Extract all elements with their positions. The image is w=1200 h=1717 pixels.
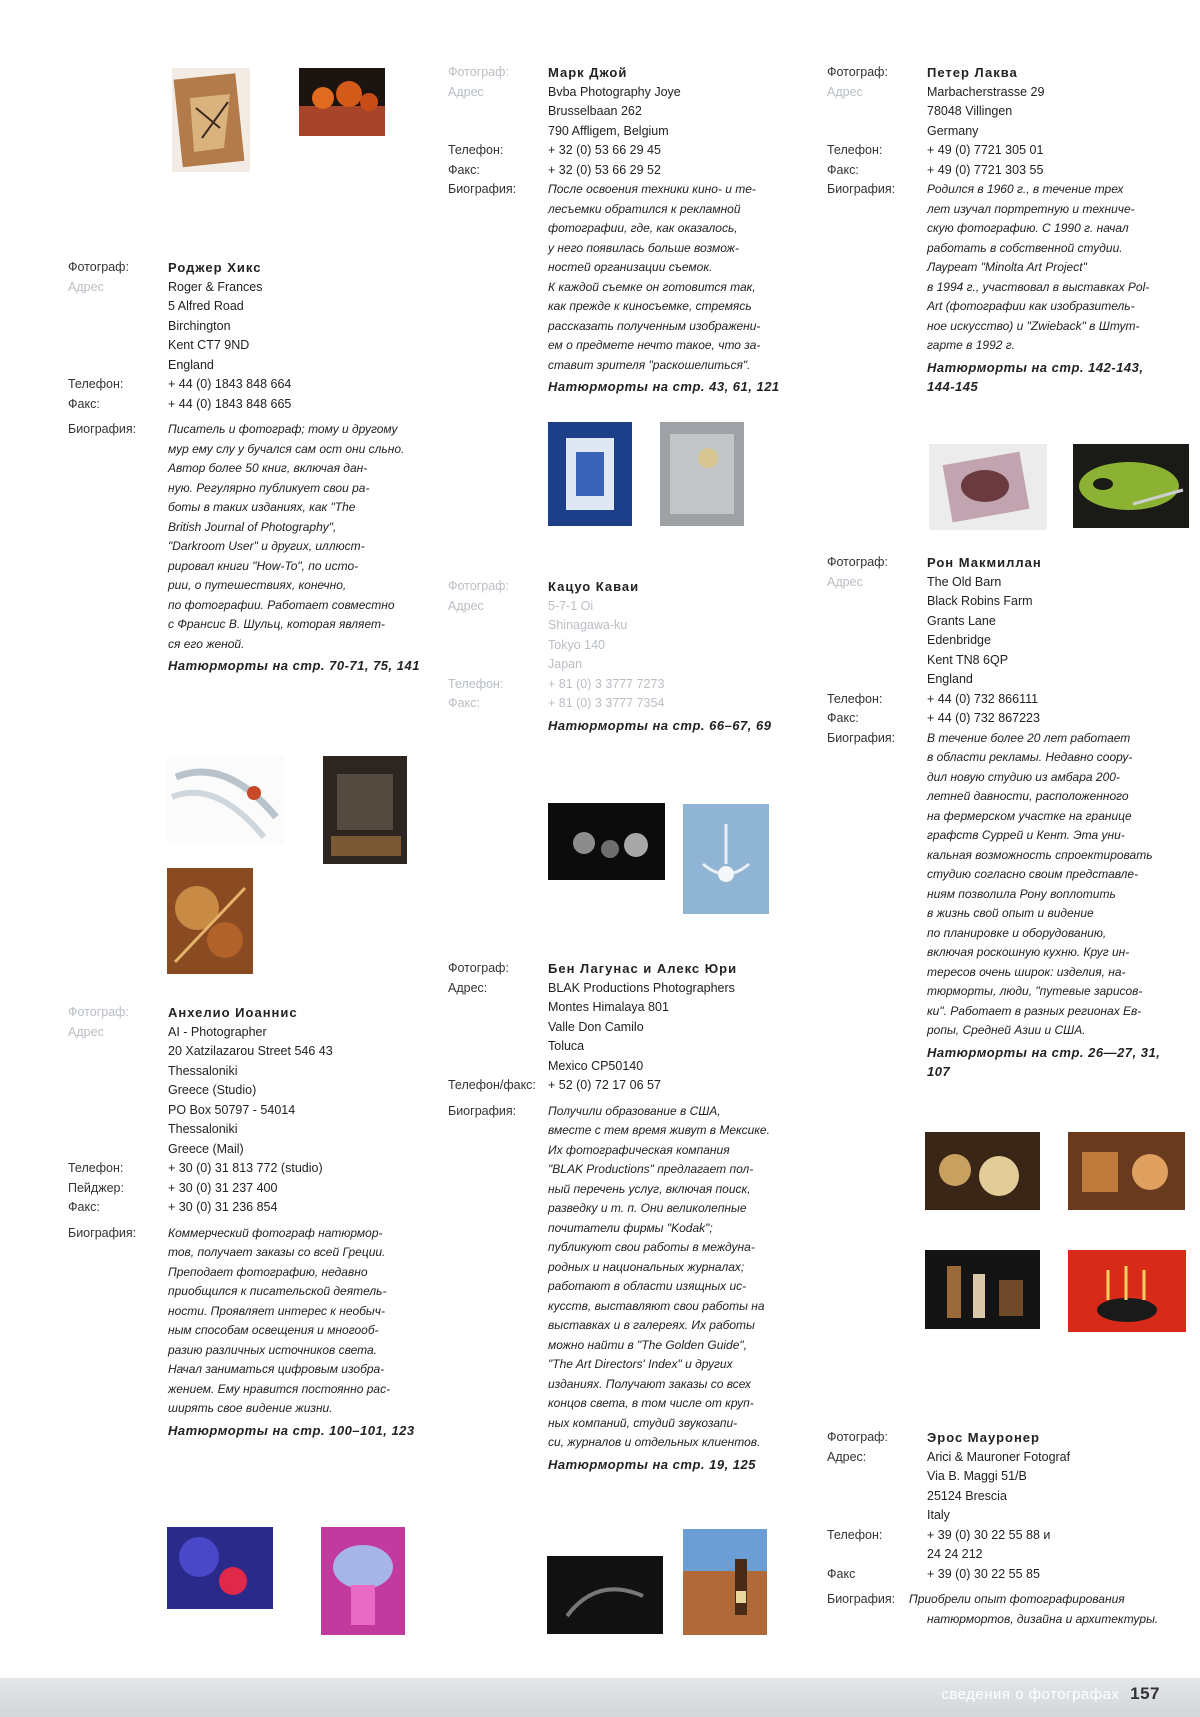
bio-line: фотографии, где, как оказалось, [548, 221, 738, 235]
address-line: Italy [927, 1508, 950, 1522]
bio-line: тюрморты, люди, "путевые зарисов- [927, 984, 1143, 998]
address-line: Black Robins Farm [927, 594, 1033, 608]
phone-fax-value: + 52 (0) 72 17 06 57 [548, 1078, 661, 1092]
bio-line: си, журналов и отдельных клиентов. [548, 1435, 761, 1449]
bio-line: рассказать полученным изображени- [548, 318, 761, 333]
bio-line: ным способам освещения и многооб- [168, 1323, 379, 1337]
phone-value: + 30 (0) 31 813 772 (studio) [168, 1161, 323, 1175]
photographer-label: Фотограф: [68, 1005, 129, 1019]
photographer-label: Фотограф: [827, 555, 888, 569]
address-line: England [168, 357, 214, 372]
entry-peter-lackva [827, 63, 1187, 397]
bio-line: ки". Работает в разных регионах Ев- [927, 1003, 1142, 1018]
address-line: 5-7-1 Oi [548, 598, 594, 613]
address-line: Kent CT7 9ND [168, 338, 250, 352]
address-line: Bvba Photography Joye [548, 84, 681, 99]
bio-line: рировал книги "How-To", по исто- [168, 558, 359, 573]
photographer-label: Фотограф: [448, 961, 509, 975]
bio-line: ставит зрителя "раскошелиться". [548, 357, 751, 372]
phone-value: + 44 (0) 732 866111 [927, 691, 1039, 706]
phone-label: Телефон: [448, 676, 504, 691]
bio-label: Биография: [827, 730, 896, 745]
bio-line: вместе с тем время живут в Мексике. [548, 1123, 770, 1137]
bio-label: Биография: [68, 422, 137, 436]
photographer-label: Фотограф: [827, 65, 888, 79]
bio-line: студию согласно своим представле- [927, 867, 1139, 881]
fax-label: Факс: [448, 696, 480, 710]
bio-line: с Франсис В. Шульц, которая являет- [168, 617, 385, 631]
bio-line: дил новую студию из амбара 200- [927, 769, 1120, 784]
address-line: PO Box 50797 - 54014 [168, 1102, 296, 1117]
page-references: Натюрморты на стр. 43, 61, 121 [548, 379, 780, 394]
bio-line: Коммерческий фотограф натюрмор- [168, 1225, 383, 1240]
address-line: Via B. Maggi 51/B [927, 1469, 1027, 1483]
phone-fax-label: Телефон/факс: [448, 1078, 536, 1092]
phone-value: + 32 (0) 53 66 29 45 [548, 143, 661, 157]
bio-line: ных компаний, студий звукозапи- [548, 1415, 738, 1430]
address-line: The Old Barn [927, 574, 1002, 589]
bio-line: боты в таких изданиях, как "The [168, 500, 356, 514]
bio-line: родных и национальных журналах; [548, 1259, 745, 1274]
photographer-label: Фотограф: [68, 260, 129, 274]
bio-line: Art (фотографии как изобразитель- [927, 299, 1135, 313]
address-line: Tokyo 140 [548, 637, 605, 652]
bio-line: ропы, Средней Азии и США. [927, 1023, 1086, 1037]
address-line: Edenbridge [927, 633, 991, 647]
fax-label: Факс: [68, 396, 100, 411]
address-label: Адрес: [827, 1449, 867, 1464]
fax-value: + 32 (0) 53 66 29 52 [548, 162, 661, 177]
bio-line: жением. Ему нравится постоянно рас- [168, 1381, 391, 1396]
bio-line: Родился в 1960 г., в течение трех [927, 182, 1124, 196]
bio-line: рии, о путешествиях, конечно, [168, 578, 347, 592]
photographer-label: Фотограф: [827, 1430, 888, 1444]
address-line: Greece (Mail) [168, 1141, 244, 1156]
bio-line: ся его женой. [168, 636, 245, 651]
address-line: Valle Don Camilo [548, 1019, 644, 1034]
photographer-label: Фотограф: [448, 579, 509, 593]
bio-line: В течение более 20 лет работает [927, 730, 1131, 745]
address-line: BLAK Productions Photographers [548, 980, 735, 995]
address-label: Адрес [827, 574, 863, 589]
address-label: Адрес [448, 598, 484, 613]
entry-katsuo-kawai [448, 577, 808, 735]
bio-line: у него появилась больше возмож- [548, 240, 739, 255]
address-line: Grants Lane [927, 613, 996, 628]
phone-label: Телефон: [68, 377, 124, 391]
address-line: Mexico CP50140 [548, 1058, 644, 1073]
address-line: Thessaloniki [168, 1063, 238, 1078]
fax-value: + 44 (0) 732 867223 [927, 711, 1040, 725]
bio-line: ности. Проявляет интерес к необыч- [168, 1303, 385, 1318]
photographer-name: Петер Лаква [927, 65, 1018, 80]
bio-line: можно найти в "The Golden Guide", [548, 1337, 747, 1352]
phone-value: + 49 (0) 7721 305 01 [927, 143, 1044, 157]
bio-label: Биография: [448, 1103, 517, 1118]
photo-feast-thumbnail [925, 1132, 1040, 1210]
fax-label: Факс: [827, 162, 859, 177]
photo-spices-thumbnail [167, 868, 253, 974]
address-line: 25124 Brescia [927, 1488, 1007, 1503]
fax-value: + 81 (0) 3 3777 7354 [548, 696, 665, 710]
photo-violet-vase-thumbnail [321, 1527, 405, 1635]
bio-line: как прежде к киносъемке, стремясь [548, 299, 752, 313]
bio-line: лет изучал портретную и техниче- [927, 201, 1135, 216]
address-line: 5 Alfred Road [168, 299, 244, 313]
bio-line: публикуют свои работы в междуна- [548, 1240, 755, 1254]
bio-line: мур ему слу у бучался сам ост они сльно. [168, 441, 405, 456]
bio-label: Биография: [827, 182, 896, 196]
page-references: Натюрморты на стр. 26—27, 31, 107 [927, 1044, 1161, 1079]
bio-line: ную. Регулярно публикует свои ра- [168, 480, 370, 495]
page-references: Натюрморты на стр. 70-71, 75, 141 [168, 658, 420, 673]
address-line: Marbacherstrasse 29 [927, 84, 1045, 99]
photographer-name: Бен Лагунас и Алекс Юри [548, 961, 738, 976]
photographer-name: Анхелио Иоаннис [168, 1005, 298, 1020]
photo-kitchen-thumbnail [1068, 1132, 1185, 1210]
bio-line: в 1994 г., участвовал в выставках Pol- [927, 279, 1150, 294]
bio-line: гарте в 1992 г. [927, 338, 1016, 352]
bio-line: После освоения техники кино- и те- [548, 182, 756, 196]
phone-value: + 39 (0) 30 22 55 88 и [927, 1527, 1051, 1542]
bio-label: Биография: [448, 182, 517, 196]
address-line: 20 Xatzilazarou Street 546 43 [168, 1044, 333, 1058]
entry-mark-joye [448, 63, 808, 397]
photographer-name: Марк Джой [548, 65, 628, 80]
address-line: Japan [548, 657, 583, 671]
address-line: AI - Photographer [168, 1024, 267, 1039]
bio-line: Лауреат "Minolta Art Project" [927, 260, 1087, 274]
bio-line: кусств, выставляют свои работы на [548, 1298, 765, 1313]
bio-line: работать в собственной студии. [927, 240, 1123, 255]
pager-label: Пейджер: [68, 1180, 124, 1195]
photographer-name: Роджер Хикс [168, 260, 262, 275]
address-line: Kent TN8 6QP [927, 652, 1009, 667]
bio-label: Биография: [68, 1225, 137, 1240]
bio-line: в жизнь свой опыт и видение [927, 906, 1094, 920]
bio-line: Преподает фотографию, недавно [168, 1264, 368, 1279]
bio-line: Приобрели опыт фотографирования [909, 1592, 1125, 1606]
address-line: Brusselbaan 262 [548, 104, 642, 118]
bio-line: разведку и т. п. Они великолепные [548, 1201, 747, 1215]
bio-line: в области рекламы. Недавно соору- [927, 750, 1133, 764]
bio-line: "The Art Directors' Index" и других [548, 1357, 733, 1371]
bio-line: ностей организации съемок. [548, 260, 713, 274]
bio-line: British Journal of Photography", [168, 519, 337, 534]
fax-label: Факс: [827, 711, 859, 725]
bio-line: ное искусство) и "Zwieback" в Штут- [927, 318, 1140, 333]
entry-roger-hicks [68, 258, 438, 676]
bio-line: разию различных источников света. [168, 1342, 378, 1357]
photo-cutlery-thumbnail [166, 757, 284, 843]
phone-value: + 44 (0) 1843 848 664 [168, 377, 292, 391]
bio-line: ниям позволила Рону воплотить [927, 886, 1116, 901]
bio-line: выставках и в галереях. Их работы [548, 1318, 755, 1332]
bio-line: летней давности, расположенного [927, 789, 1129, 803]
address-label: Адрес [68, 1024, 104, 1039]
photographer-name: Эрос Мауронер [927, 1430, 1040, 1445]
fax-value: + 30 (0) 31 236 854 [168, 1200, 278, 1214]
bio-line: "Darkroom User" и других, иллюст- [168, 539, 365, 553]
footer-label [941, 1684, 1160, 1704]
entry-ben-lagunas-alex-yuri [448, 959, 808, 1474]
address-line: 78048 Villingen [927, 104, 1013, 118]
phone-value: 24 24 212 [927, 1547, 983, 1561]
address-line: Shinagawa-ku [548, 618, 628, 632]
page-references: Натюрморты на стр. 66–67, 69 [548, 717, 772, 733]
photo-dark-interior-thumbnail [323, 756, 407, 864]
bio-line: натюрмортов, дизайна и архитектуры. [927, 1611, 1159, 1626]
bio-line: скую фотографию. С 1990 г. начал [927, 221, 1129, 235]
address-line: Toluca [548, 1039, 585, 1053]
page-number: 157 [1130, 1684, 1160, 1703]
photo-black-white-thumbnail [547, 1556, 663, 1634]
bio-line: по фотографии. Работает совместно [168, 597, 395, 612]
bio-line: включая роскошную кухню. Круг ин- [927, 945, 1130, 959]
address-label: Адрес [827, 84, 863, 99]
entry-anhelio-ioannis [68, 1003, 438, 1440]
bio-line: кальная возможность спроектировать [927, 847, 1153, 862]
bio-line: К каждой съемке он готовится так, [548, 279, 756, 294]
address-label: Адрес: [448, 980, 488, 995]
fax-value: + 39 (0) 30 22 55 85 [927, 1566, 1040, 1581]
phone-label: Телефон: [827, 143, 883, 157]
bio-line: изданиях. Получают заказы со всех [548, 1376, 751, 1391]
phone-label: Телефон: [827, 691, 883, 706]
bio-line: ный перечень услуг, включая поиск, [548, 1181, 751, 1196]
page-references: Натюрморты на стр. 142-143, 144-145 [927, 359, 1144, 394]
photo-pink-plate-thumbnail [929, 444, 1047, 530]
bio-line: Начал заниматься цифровым изобра- [168, 1362, 385, 1376]
page-references: Натюрморты на стр. 100–101, 123 [168, 1422, 415, 1438]
address-line: Roger & Frances [168, 279, 263, 294]
photo-silver-object-thumbnail [660, 422, 744, 526]
fax-label: Факс: [68, 1200, 100, 1214]
photo-blue-red-thumbnail [167, 1527, 273, 1609]
photo-bottles-thumbnail [925, 1250, 1040, 1329]
bio-line: ширять свое видение жизни. [168, 1401, 333, 1415]
photographer-name: Рон Макмиллан [927, 555, 1042, 570]
photo-bottle-landscape-thumbnail [683, 1529, 767, 1635]
bio-line: ем о предмете нечто такое, что за- [548, 338, 761, 352]
page-footer [0, 1678, 1200, 1717]
bio-line: тересов очень широк: изделия, на- [927, 964, 1126, 979]
address-line: Thessaloniki [168, 1122, 238, 1136]
address-line: Arici & Mauroner Fotograf [927, 1449, 1071, 1464]
pager-value: + 30 (0) 31 237 400 [168, 1180, 278, 1195]
fax-value: + 49 (0) 7721 303 55 [927, 162, 1044, 177]
section-title: сведения о фотографах [941, 1686, 1120, 1703]
photo-chandelier-thumbnail [683, 804, 769, 914]
photo-fruit-thumbnail [299, 68, 385, 136]
bio-line: Получили образование в США, [548, 1103, 721, 1118]
address-line: Birchington [168, 318, 231, 333]
bio-line: тов, получает заказы со всей Греции. [168, 1245, 386, 1259]
address-line: England [927, 672, 973, 686]
address-line: Germany [927, 123, 979, 138]
entry-eros-mauroner [827, 1428, 1192, 1629]
bio-line: Их фотографическая компания [548, 1142, 730, 1157]
address-label: Адрес [68, 279, 104, 294]
phone-label: Телефон: [448, 143, 504, 157]
bio-line: почитатели фирмы "Kodak"; [548, 1220, 713, 1235]
fax-label: Факс [827, 1566, 856, 1581]
bio-line: лесъемки обратился к рекламной [548, 201, 741, 216]
bio-line: концов света, в том числе от круп- [548, 1396, 754, 1410]
bio-line: приобщился к писательской деятель- [168, 1284, 387, 1298]
fax-label: Факс: [448, 162, 480, 177]
bio-label: Биография: [827, 1592, 896, 1606]
bio-line: Писатель и фотограф; тому и другому [168, 422, 398, 436]
bio-line: Автор более 50 книг, включая дан- [168, 461, 368, 475]
photo-chair-thumbnail [172, 68, 250, 172]
photographer-label: Фотограф: [448, 65, 509, 79]
bio-line: графств Суррей и Кент. Эта уни- [927, 828, 1125, 842]
fax-value: + 44 (0) 1843 848 665 [168, 396, 292, 411]
entry-ron-mcmillan [827, 553, 1187, 1082]
photographer-name: Кацуо Каваи [548, 579, 640, 594]
phone-label: Телефон: [827, 1527, 883, 1542]
page-references: Натюрморты на стр. 19, 125 [548, 1456, 756, 1472]
bio-line: на фермерском участке на границе [927, 808, 1132, 823]
photo-frames-thumbnail [548, 422, 632, 526]
address-line: Greece (Studio) [168, 1083, 257, 1097]
address-line: Montes Himalaya 801 [548, 1000, 669, 1014]
bio-line: "BLAK Productions" предлагает пол- [548, 1162, 754, 1176]
bio-line: по планировке и оборудованию, [927, 925, 1107, 940]
phone-value: + 81 (0) 3 3777 7273 [548, 676, 665, 691]
photo-green-pepper-thumbnail [1073, 444, 1189, 528]
photo-red-table-thumbnail [1068, 1250, 1186, 1332]
phone-label: Телефон: [68, 1161, 124, 1175]
bio-line: работают в области изящных ис- [548, 1279, 747, 1293]
photo-glass-spheres-thumbnail [548, 803, 665, 880]
address-label: Адрес [448, 84, 484, 99]
address-line: 790 Affligem, Belgium [548, 123, 669, 138]
